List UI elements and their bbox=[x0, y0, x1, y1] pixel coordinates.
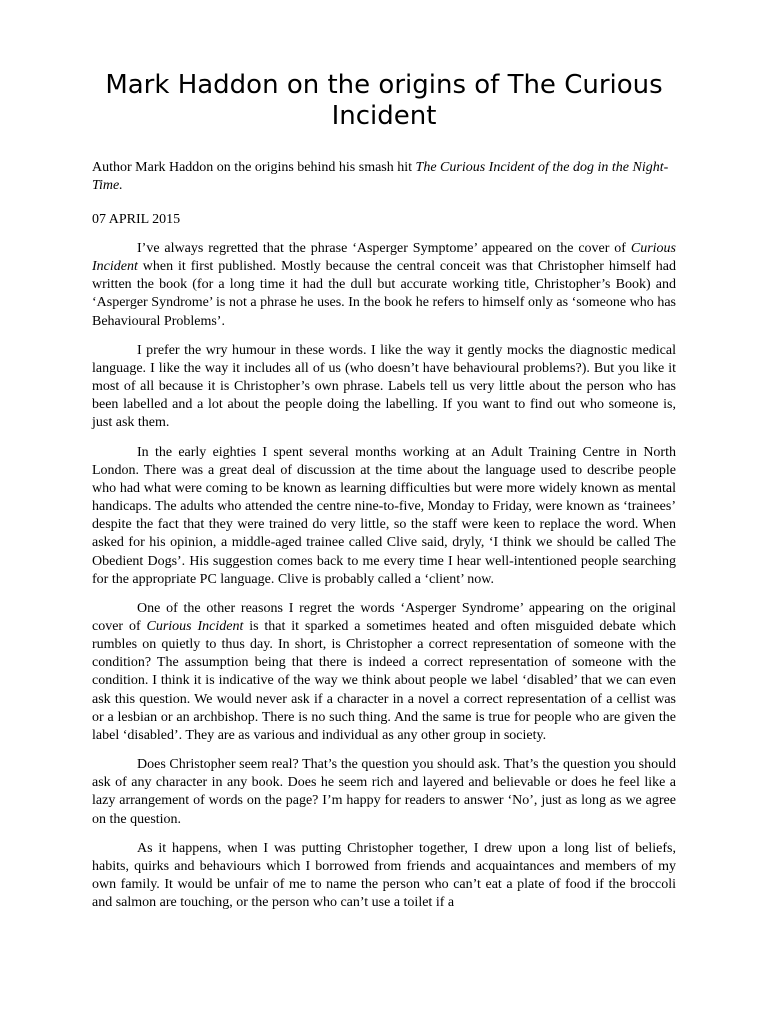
paragraph-4 bbox=[92, 600, 676, 745]
paragraph-6: As it happens, when I was putting Christopher together, I drew upon a long list of beliefs, habits, quirks and behaviours which I borrowed from friends and acquaintances and members of my own family. It would be unfair of me to name the person who can’t eat a plate of food if the broccoli and salmon are touching, or the person who can’t use a toilet if a bbox=[92, 840, 676, 911]
article-lede bbox=[92, 159, 676, 195]
paragraph-3: In the early eighties I spent several months working at an Adult Training Centre in North London. There was a great deal of discussion at the time about the language used to describe people who had what were coming to be known as learning difficulties but were more widely known as mental handicaps. The adults who attended the centre nine-to-five, Monday to Friday, were known as ‘trainees’ despite the fact that they were trained do very little, so the staff were keen to replace the word. When asked for his opinion, a middle-aged trainee called Clive said, dryly, ‘I think we should be called The Obedient Dogs’. His suggestion comes back to me every time I hear well-intentioned people searching for the appropriate PC language. Clive is probably called a ‘client’ now. bbox=[92, 444, 676, 587]
paragraph-2: I prefer the wry humour in these words. I like the way it gently mocks the diagnostic medical language. I like the way it includes all of us (who doesn’t have behavioural problems?). But you like it most of all because it is Christopher’s own phrase. Labels tell us very little about the person who has been labelled and a lot about the people doing the labelling. If you want to find out who someone is, just ask them. bbox=[92, 342, 676, 431]
paragraph-4-book-title: Curious Incident bbox=[146, 618, 244, 634]
paragraph-1 bbox=[92, 240, 676, 331]
article-title: Mark Haddon on the origins of The Curious Incident bbox=[105, 70, 663, 131]
document-page bbox=[92, 0, 676, 912]
lede-book-title: The Curious Incident of the dog in the Night-Time. bbox=[92, 160, 669, 193]
paragraph-5: Does Christopher seem real? That’s the question you should ask. That’s the question you should ask of any character in any book. Does he seem rich and layered and believable or does he feel like a lazy arrangement of words on the page? I’m happy for readers to answer ‘No’, just as long as we agree on the question. bbox=[92, 757, 676, 827]
paragraph-4-text-a: One of the other reasons I regret the words ‘Asperger Syndrome’ appearing on the original cover of bbox=[92, 600, 676, 634]
paragraph-1-book-title: Curious Incident bbox=[92, 241, 676, 275]
paragraph-4-text-b: is that it sparked a sometimes heated and often misguided debate which rumbles on quietly to thus day. In short, is Christopher a correct representation of someone with the condition? The assumption being that there is indeed a correct representation of someone with the condition. I think it is indicative of the way we think about people we label ‘disabled’ that we can even ask this question. We would never ask if a character in a novel a correct representation of a cellist was or a lesbian or an archbishop. There is no such thing. And the same is true for people who are given the label ‘disabled’. They are as various and individual as any other group in society. bbox=[92, 618, 676, 743]
paragraph-1-text-a: I’ve always regretted that the phrase ‘Asperger Symptome’ appeared on the cover of bbox=[137, 241, 631, 256]
article-date: 07 APRIL 2015 bbox=[92, 212, 181, 227]
paragraph-1-text-b: when it first published. Mostly because the central conceit was that Christopher himself had written the book (for a long time it had the dull but accurate working title, Christopher’s Book) and ‘Asperger Syndrome’ is not a phrase he uses. In the book he refers to himself only as ‘someone who has Behavioural Problems’. bbox=[92, 259, 676, 329]
lede-text: Author Mark Haddon on the origins behind his smash hit bbox=[92, 160, 416, 175]
